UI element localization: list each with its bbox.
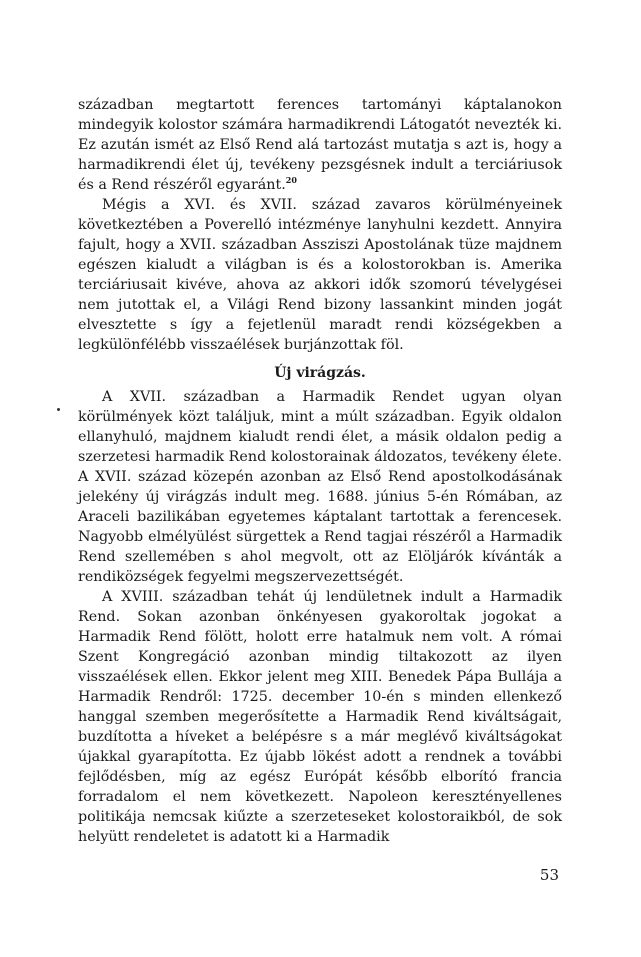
paragraph-1: [78, 95, 562, 195]
page-number: 53: [539, 866, 559, 884]
footnote-marker: 20: [285, 175, 297, 185]
section-heading: Új virágzás.: [274, 365, 366, 381]
print-speck: [57, 408, 60, 411]
page-body: [78, 95, 562, 847]
paragraph-4: A XVIII. században tehát új lendületnek indult a Harmadik Rend. Sokan azonban önkényesen gyakoroltak jogokat a Harmadik Rend fölött, holott erre hatalmuk nem volt. A római Szent Kongregáció azonban mindig tiltakozott az ilyen visszaélések ellen. Ekkor jelent meg XIII. Benedek Pápa Bullája a Harmadik Rendről: 1725. december 10-én s minden ellenkező hanggal szemben megerősítette a Harmadik Rend kiváltságait, buzdította a híveket a belépésre s a már meglévő kiváltságokat újakkal gyarapította. Ez újabb lökést adott a rendnek a további fejlődésben, míg az egész Európát később elborító francia forradalom el nem következett. Napoleon keresztényellenes politikája nemcsak kiűzte a szerzeteseket kolostoraikból, de sok helyütt rendeletet is adatott ki a Harmadik: [78, 589, 562, 845]
paragraph-1-text: században megtartott ferences tartományi káptalanokon mindegyik kolostor számára harmadikrendi Látogatót nevezték ki. Ez azután ismét az Első Rend alá tartozást mutatja s azt is, hogy a harmadikrendi élet új, tevékeny pezsgésnek indult a terciáriusok és a Rend részéről egyaránt.: [78, 97, 562, 193]
paragraph-2: Mégis a XVI. és XVII. század zavaros körülményeinek következtében a Poverelló intézménye lanyhulni kezdett. Annyira fajult, hogy a XVII. században Assziszi Apostolának tüze majdnem egészen kialudt a világban is és a kolostorokban is. Amerika terciáriusait kivéve, ahova az akkori idők szomorú tévelygései nem jutottak el, a Világi Rend bizony lassankint minden jogát elvesztette s így a fejetlenül maradt rendi községekben a legkülönfélébb visszaélések burjánzottak föl.: [78, 197, 562, 353]
paragraph-3: A XVII. században a Harmadik Rendet ugyan olyan körülmények közt találjuk, mint a múlt században. Egyik oldalon ellanyhuló, majdnem kialudt rendi élet, a másik oldalon pedig a szerzetesi harmadik Rend kolostorainak áldozatos, tevékeny élete. A XVII. század közepén azonban az Első Rend apostolkodásának jelekény új virágzás indult meg. 1688. június 5-én Rómában, az Araceli bazilikában egyetemes káptalant tartottak a ferencesek. Nagyobb elmélyülést sürgettek a Rend tagjai részéről a Harmadik Rend szellemében s ahol megvolt, ott az Elöljárók kívánták a rendiközségek fegyelmi megszervezettségét.: [78, 389, 562, 585]
